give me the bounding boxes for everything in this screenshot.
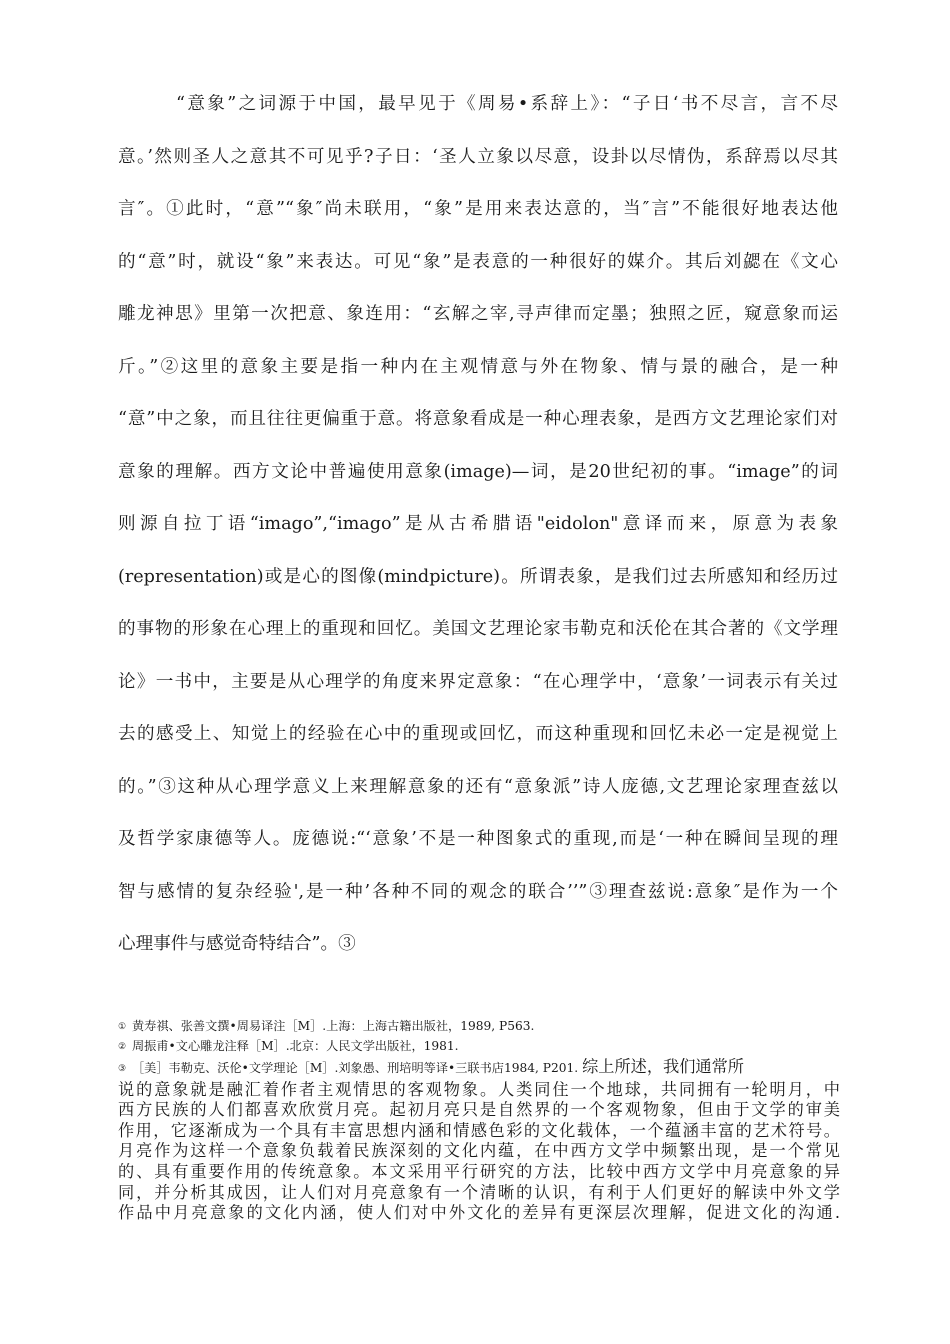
footnote-text: ［美］韦勒克、沃伦•文学理论［M］.刘象愚、刑培明等译•三联书店1984, P201. bbox=[132, 1061, 579, 1075]
paragraph-line: 及哲学家康德等人。庞德说:“‘意象’不是一种图象式的重现,而是‘一种在瞬间呈现的理 bbox=[118, 829, 838, 849]
summary-line: 作品中月亮意象的文化内涵，使人们对中外文化的差异有更深层次理解，促进文化的沟通. bbox=[118, 1203, 840, 1223]
footnote-marker: ③ bbox=[118, 1064, 127, 1074]
paragraph-line: 言″。①此时，“意”“象″尚未联用，“象”是用来表达意的，当″言”不能很好地表达他 bbox=[118, 199, 838, 219]
footnote-1 bbox=[118, 1017, 840, 1037]
main-paragraph bbox=[118, 78, 838, 971]
paragraph-line: 的“意”时，就设“象”来表达。可见“象”是表意的一种很好的媒介。其后刘勰在《文心 bbox=[118, 251, 838, 272]
paragraph-line: 心理事件与感觉奇特结合”。③ bbox=[118, 934, 356, 954]
summary-start: 综上所述，我们通常所 bbox=[582, 1057, 744, 1076]
footnote-marker: ② bbox=[118, 1042, 127, 1052]
footnote-3 bbox=[118, 1057, 840, 1080]
paragraph-line: 意。’然则圣人之意其不可见乎?子日：‘圣人立象以尽意，设卦以尽情伪，系辞焉以尽其 bbox=[118, 146, 838, 167]
paragraph-line: 智与感情的复杂经验',是一种’各种不同的观念的联合’’”③理查兹说:意象″是作为一个 bbox=[118, 881, 838, 902]
summary-line: 说的意象就是融汇着作者主观情思的客观物象。人类同住一个地球，共同拥有一轮明月，中 bbox=[118, 1079, 840, 1099]
summary-line: 作用，它逐渐成为一个具有丰富思想内涵和情感色彩的文化载体，一个蕴涵丰富的艺术符号。 bbox=[118, 1120, 840, 1140]
footnote-text: 周振甫•文心雕龙注释［M］.北京：人民文学出版社，1981. bbox=[132, 1039, 459, 1053]
summary-line: 同，并分析其成因，让人们对月亮意象有一个清晰的认识，有利于人们更好的解读中外文学 bbox=[118, 1182, 840, 1202]
paragraph-line: 的。”③这种从心理学意义上来理解意象的还有“意象派”诗人庞德,文艺理论家理查兹以 bbox=[118, 776, 838, 797]
summary-line: 月亮作为这样一个意象负载着民族深刻的文化内蕴，在中西方文学中频繁出现，是一个常见 bbox=[118, 1141, 840, 1161]
paragraph-line: 去的感受上、知觉上的经验在心中的重现或回忆，而这种重现和回忆未必一定是视觉上 bbox=[118, 724, 838, 744]
paragraph-line: 的事物的形象在心理上的重现和回忆。美国文艺理论家韦勒克和沃伦在其合著的《文学理 bbox=[118, 619, 838, 639]
paragraph-line: 雕龙神思》里第一次把意、象连用：“玄解之宰,寻声律而定墨；独照之匠，窥意象而运 bbox=[118, 304, 838, 324]
paragraph-line: “意”中之象，而且往往更偏重于意。将意象看成是一种心理表象，是西方文艺理论家们对 bbox=[118, 409, 838, 429]
paragraph-line: “意象”之词源于中国，最早见于《周易•系辞上》：“子日‘书不尽言，言不尽 bbox=[176, 94, 838, 114]
paragraph-line: 斤。”②这里的意象主要是指一种内在主观情意与外在物象、情与景的融合，是一种 bbox=[118, 356, 838, 377]
summary-line: 的、具有重要作用的传统意象。本文采用平行研究的方法，比较中西方文学中月亮意象的异 bbox=[118, 1161, 840, 1181]
footnote-marker: ① bbox=[118, 1022, 127, 1032]
footnote-2 bbox=[118, 1037, 840, 1057]
summary-line: 西方民族的人们都喜欢欣赏月亮。起初月亮只是自然界的一个客观物象，但由于文学的审美 bbox=[118, 1100, 840, 1120]
paragraph-line: (representation)或是心的图像(mindpicture)。所谓表象，是我们过去所感知和经历过 bbox=[118, 566, 838, 587]
paragraph-line: 意象的理解。西方文论中普遍使用意象(image)—词，是20世纪初的事。“image”的词 bbox=[118, 461, 838, 482]
paragraph-line: 则源自拉丁语“imago”,“imago”是从古希腊语"eidolon"意译而来，原意为表象 bbox=[118, 514, 838, 534]
footnote-text: 黄寿祺、张善文撰•周易译注［M］.上海：上海古籍出版社，1989, P563. bbox=[132, 1019, 535, 1033]
paragraph-line: 论》一书中，主要是从心理学的角度来界定意象：“在心理学中，‘意象’一词表示有关过 bbox=[118, 671, 838, 692]
footnotes bbox=[118, 1017, 840, 1224]
